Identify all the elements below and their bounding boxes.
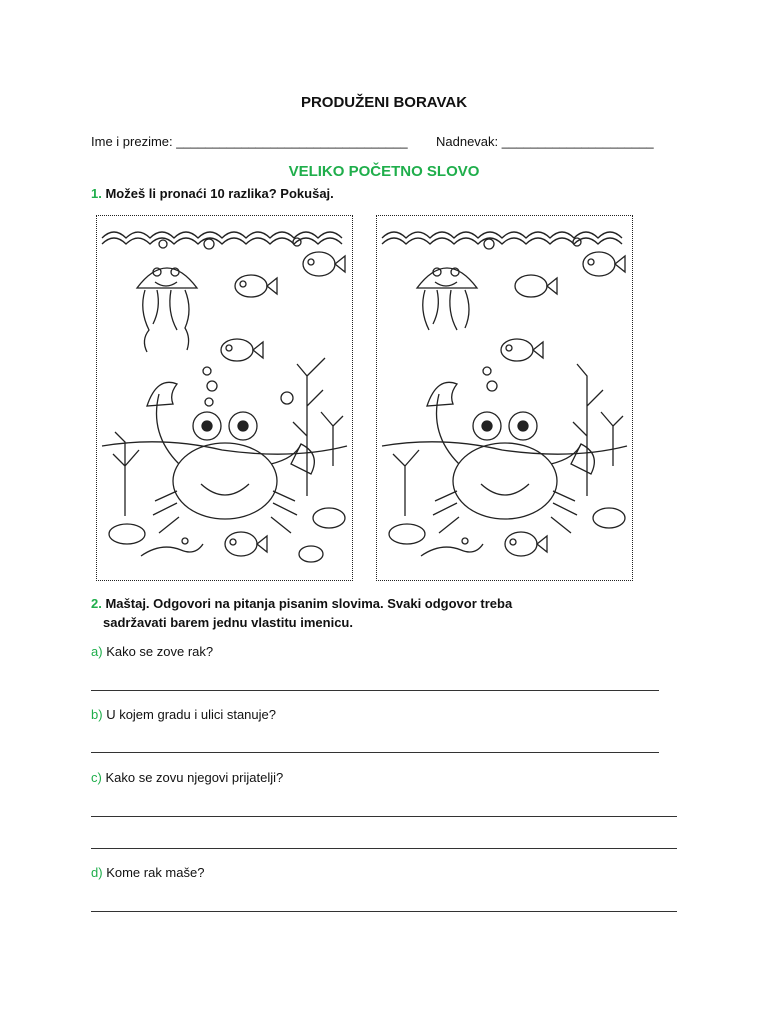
task-2-number: 2. [91,596,102,611]
underwater-scene-right-image [377,216,632,580]
question-b-letter: b) [91,707,103,722]
underwater-scene-left-image [97,216,352,580]
page-title: PRODUŽENI BORAVAK [300,94,468,111]
date-line: _____________________ [501,134,654,149]
answer-line-c-2[interactable] [91,848,677,849]
question-a-letter: a) [91,644,103,659]
task-2 [91,594,711,632]
answer-line-a[interactable] [91,690,659,691]
task-1-number: 1. [91,186,102,201]
task-1 [91,186,334,201]
puzzle-picture-right [376,215,633,581]
question-a [91,644,213,659]
question-b [91,707,276,722]
answer-line-d[interactable] [91,911,677,912]
date-field [436,134,654,149]
answer-line-b[interactable] [91,752,659,753]
question-a-text: Kako se zove rak? [106,644,214,659]
section-heading: VELIKO POČETNO SLOVO [288,163,480,180]
name-label: Ime i prezime: [91,134,173,149]
question-c [91,770,283,785]
puzzle-picture-left [96,215,353,581]
question-b-text: U kojem gradu i ulici stanuje? [106,707,276,722]
task-2-line-1: Maštaj. Odgovori na pitanja pisanim slovima. Svaki odgovor treba [105,596,513,611]
question-c-letter: c) [91,770,102,785]
question-d-letter: d) [91,865,103,880]
question-d-text: Kome rak maše? [106,865,205,880]
date-label: Nadnevak: [436,134,499,149]
name-line: ________________________________ [176,134,408,149]
answer-line-c-1[interactable] [91,816,677,817]
question-c-text: Kako se zovu njegovi prijatelji? [105,770,284,785]
task-2-line-2: sadržavati barem jednu vlastitu imenicu. [103,615,353,630]
name-field [91,134,408,149]
task-1-text: Možeš li pronaći 10 razlika? Pokušaj. [105,186,334,201]
question-d [91,865,204,880]
